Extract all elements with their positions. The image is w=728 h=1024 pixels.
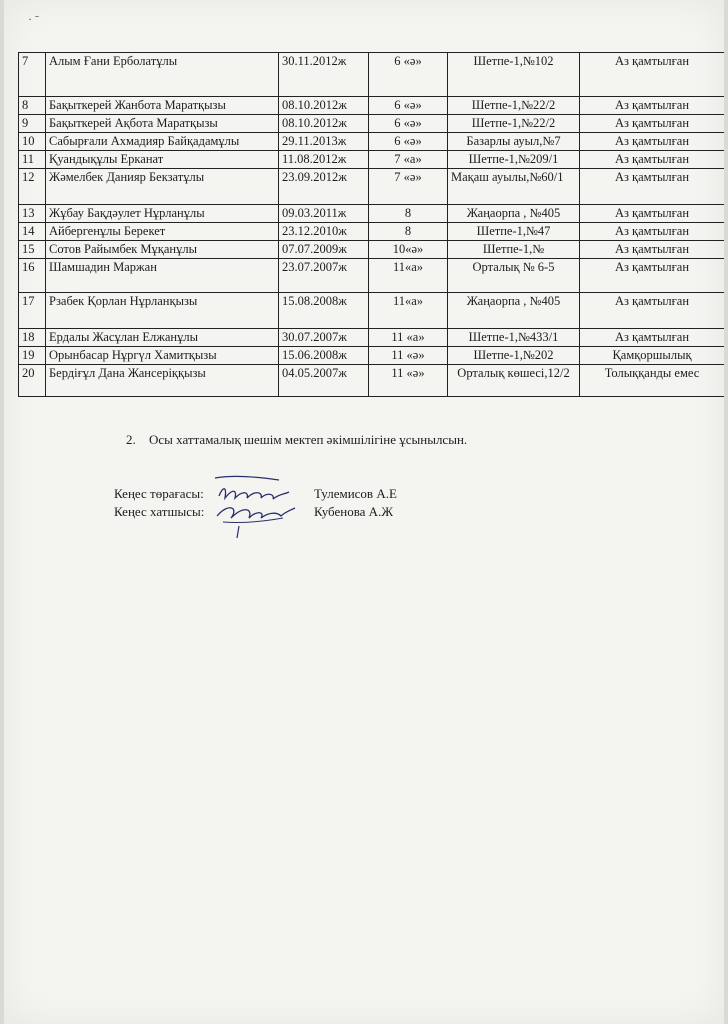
row-number: 12 [19,169,46,205]
address: Жаңаорпа , №405 [448,293,580,329]
row-number: 15 [19,241,46,259]
student-name: Рзабек Қорлан Нұрланқызы [46,293,279,329]
birth-date: 04.05.2007ж [279,365,369,397]
student-name: Бердіғұл Дана Жансеріққызы [46,365,279,397]
row-number: 13 [19,205,46,223]
address: Шетпе-1,№202 [448,347,580,365]
birth-date: 08.10.2012ж [279,115,369,133]
row-number: 16 [19,259,46,293]
grade: 7 «ә» [369,169,448,205]
address: Шетпе-1,№47 [448,223,580,241]
chair-role: Кеңес төрағасы: [114,486,204,501]
student-name: Орынбасар Нұргүл Хамитқызы [46,347,279,365]
status: Аз қамтылған [580,241,725,259]
grade: 11«а» [369,259,448,293]
table-row [19,169,725,205]
table-row [19,97,725,115]
grade: 11 «ә» [369,347,448,365]
chair-signature-line [114,486,397,502]
address: Шетпе-1,№ [448,241,580,259]
birth-date: 15.08.2008ж [279,293,369,329]
table-row [19,329,725,347]
birth-date: 30.11.2012ж [279,53,369,97]
chair-name: Тулемисов А.Е [314,486,397,501]
grade: 11 «ә» [369,365,448,397]
row-number: 7 [19,53,46,97]
grade: 11«а» [369,293,448,329]
birth-date: 23.12.2010ж [279,223,369,241]
student-name: Алым Ғани Ерболатұлы [46,53,279,97]
row-number: 11 [19,151,46,169]
student-name: Қуандықұлы Ерканат [46,151,279,169]
row-number: 20 [19,365,46,397]
table-row [19,205,725,223]
status: Аз қамтылған [580,259,725,293]
status: Аз қамтылған [580,115,725,133]
table-row [19,293,725,329]
secretary-role: Кеңес хатшысы: [114,504,205,519]
status: Аз қамтылған [580,97,725,115]
grade: 6 «ә» [369,97,448,115]
row-number: 19 [19,347,46,365]
birth-date: 09.03.2011ж [279,205,369,223]
status: Аз қамтылған [580,205,725,223]
row-number: 14 [19,223,46,241]
table-row [19,115,725,133]
birth-date: 29.11.2013ж [279,133,369,151]
table-row [19,151,725,169]
student-name: Ердалы Жасұлан Елжанұлы [46,329,279,347]
address: Шетпе-1,№102 [448,53,580,97]
birth-date: 15.06.2008ж [279,347,369,365]
address: Шетпе-1,№433/1 [448,329,580,347]
status: Аз қамтылған [580,329,725,347]
status: Аз қамтылған [580,151,725,169]
address: Шетпе-1,№22/2 [448,115,580,133]
table-row [19,241,725,259]
student-name: Шамшадин Маржан [46,259,279,293]
address: Шетпе-1,№209/1 [448,151,580,169]
status: Аз қамтылған [580,169,725,205]
status: Толыққанды емес [580,365,725,397]
birth-date: 30.07.2007ж [279,329,369,347]
row-number: 17 [19,293,46,329]
table-row [19,365,725,397]
table-row [19,347,725,365]
student-name: Айбергенұлы Берекет [46,223,279,241]
resolution-text: Осы хаттамалық шешім мектеп әкімшілігіне ұсынылсын. [149,432,468,447]
student-name: Сотов Райымбек Мұқанұлы [46,241,279,259]
status: Қамқоршылық [580,347,725,365]
row-number: 18 [19,329,46,347]
grade: 6 «ә» [369,53,448,97]
resolution-item [126,432,467,448]
birth-date: 23.09.2012ж [279,169,369,205]
status: Аз қамтылған [580,133,725,151]
birth-date: 11.08.2012ж [279,151,369,169]
grade: 8 [369,223,448,241]
handwritten-signatures [209,472,299,542]
student-table [18,52,724,397]
grade: 11 «а» [369,329,448,347]
grade: 8 [369,205,448,223]
address: Базарлы ауыл,№7 [448,133,580,151]
row-number: 9 [19,115,46,133]
grade: 6 «ә» [369,133,448,151]
student-name: Жұбау Бақдәулет Нұрланұлы [46,205,279,223]
birth-date: 07.07.2009ж [279,241,369,259]
status: Аз қамтылған [580,223,725,241]
status: Аз қамтылған [580,293,725,329]
student-name: Жәмелбек Данияр Бекзатұлы [46,169,279,205]
birth-date: 08.10.2012ж [279,97,369,115]
birth-date: 23.07.2007ж [279,259,369,293]
address: Жаңаорпа , №405 [448,205,580,223]
grade: 7 «а» [369,151,448,169]
secretary-name: Кубенова А.Ж [314,504,393,519]
grade: 6 «ә» [369,115,448,133]
address: Орталық көшесі,12/2 [448,365,580,397]
student-name: Сабырғали Ахмадияр Байқадамұлы [46,133,279,151]
row-number: 10 [19,133,46,151]
student-name: Бақыткерей Ақбота Маратқызы [46,115,279,133]
document-page [4,0,724,1024]
address: Орталық № 6-5 [448,259,580,293]
address: Мақаш ауылы,№60/1 [448,169,580,205]
table-row [19,259,725,293]
table-row [19,53,725,97]
resolution-number: 2. [126,432,136,447]
student-name: Бақыткерей Жанбота Маратқызы [46,97,279,115]
secretary-signature-line [114,504,393,520]
table-row [19,133,725,151]
corner-mark: · ˉ [28,12,39,26]
row-number: 8 [19,97,46,115]
address: Шетпе-1,№22/2 [448,97,580,115]
status: Аз қамтылған [580,53,725,97]
grade: 10«ә» [369,241,448,259]
table-row [19,223,725,241]
